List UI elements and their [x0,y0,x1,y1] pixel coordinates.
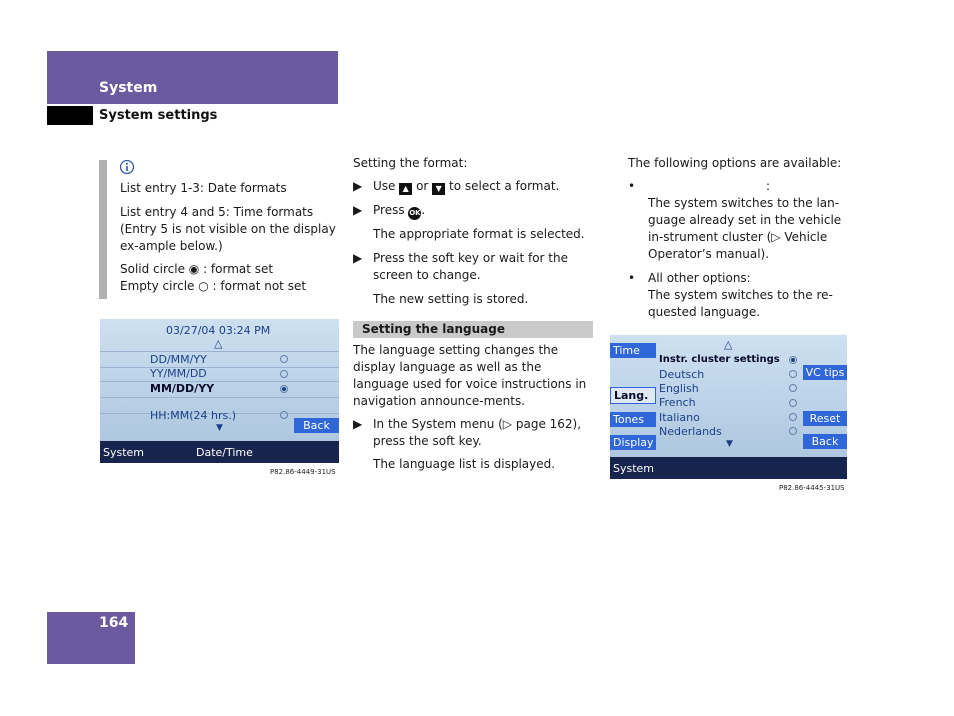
step-select-format: ▶ Use ▲ or ▼ to select a format. [353,179,560,193]
figure-caption-2: P82.86-4445-31US [779,484,845,492]
ok-key-icon: OK [408,207,421,220]
page-number: 164 [99,615,129,631]
format-intro: Setting the format: [353,156,468,170]
note-bar [99,160,107,299]
scroll-up-icon: △ [214,337,223,350]
language-option[interactable]: Nederlands [659,425,722,438]
step-system-menu: ▶ In the System menu (▷ page 162), press the soft key. [353,417,582,448]
lang-result: The language list is displayed. [373,457,556,471]
language-option[interactable]: Deutsch [659,368,705,381]
subsection-marker [47,106,93,125]
radio-selected-icon [789,356,797,364]
note-line-3: Solid circle ◉ : format set [120,262,274,276]
step3-result: The new setting is stored. [373,292,529,306]
step1-or: or [416,179,429,193]
lang-step-text: In the System menu (▷ page 162), press the soft key. [373,417,582,448]
option1-colon: : [766,179,771,193]
bar-system-label[interactable]: System [613,462,655,475]
scroll-up-icon: △ [724,338,733,351]
display-button[interactable]: Display [610,435,656,450]
back-button[interactable]: Back [294,418,339,433]
date-format-screen [100,319,339,463]
format-option[interactable]: HH:MM(24 hrs.) [150,409,237,422]
section-header-bar [47,51,338,104]
step1-text: Use [373,179,396,193]
back-button[interactable]: Back [803,434,847,449]
lang-button[interactable]: Lang. [610,387,656,404]
radio-selected-icon [280,385,288,393]
option2-title: All other options: [648,271,751,285]
step2-result: The appropriate format is selected. [373,227,585,241]
reset-button[interactable]: Reset [803,411,847,426]
radio-empty-icon [789,427,797,435]
language-heading: Setting the language [353,321,593,338]
option2-bullet: • [628,271,636,285]
scroll-down-icon: ▼ [726,439,733,449]
option1-bullet: • [628,179,636,193]
status-bar [610,457,847,479]
step-press-ok: ▶ Press OK. [353,202,593,220]
step3-text: Press the soft key or wait for the screen to change. [373,251,568,282]
language-option[interactable]: Italiano [659,411,700,424]
note-line-4: Empty circle ○ : format not set [120,279,307,293]
status-bar [100,441,339,463]
scroll-down-icon: ▼ [216,423,223,433]
step-press-softkey: ▶ Press the soft key or wait for the screen to change. [353,250,593,284]
radio-empty-icon [280,370,288,378]
bar-system-label[interactable]: System [103,446,145,459]
option1-text: The system switches to the lan-guage already set in the vehicle in-strument cluster (▷ Vehicle Operator’s manual). [648,196,842,261]
options-intro: The following options are available: [628,156,842,170]
radio-empty-icon [280,355,288,363]
subsection-title: System settings [99,108,218,123]
language-option-selected[interactable]: Instr. cluster settings [659,354,780,365]
down-key-icon: ▼ [432,183,445,195]
radio-empty-icon [789,399,797,407]
up-key-icon: ▲ [399,183,412,195]
language-screen [610,335,847,479]
language-paragraph: The language setting changes the display language as well as the language used for voice instructions in navigation announce-ments. [353,343,587,408]
radio-empty-icon [789,384,797,392]
format-option-selected[interactable]: MM/DD/YY [150,382,215,395]
format-option[interactable]: DD/MM/YY [150,353,207,366]
tones-button[interactable]: Tones [610,412,656,427]
section-title: System [99,80,158,96]
step2-text: Press [373,203,405,217]
note-line-2: List entry 4 and 5: Time formats (Entry 5 is not visible on the display ex-ample below.) [120,205,336,253]
time-button[interactable]: Time [610,343,656,358]
figure-caption-1: P82.86-4449-31US [270,468,336,476]
radio-empty-icon [789,370,797,378]
radio-empty-icon [789,413,797,421]
language-option[interactable]: French [659,396,696,409]
radio-empty-icon [280,411,288,419]
note-line-1: List entry 1-3: Date formats [120,181,287,195]
vc-tips-button[interactable]: VC tips [803,365,847,380]
bar-datetime-label[interactable]: Date/Time [196,446,253,459]
language-option[interactable]: English [659,382,699,395]
option2-text: The system switches to the re-quested language. [648,288,833,319]
datetime-display: 03/27/04 03:24 PM [166,324,271,337]
step1-end: to select a format. [449,179,560,193]
format-option[interactable]: YY/MM/DD [150,367,207,380]
info-icon [120,159,136,175]
